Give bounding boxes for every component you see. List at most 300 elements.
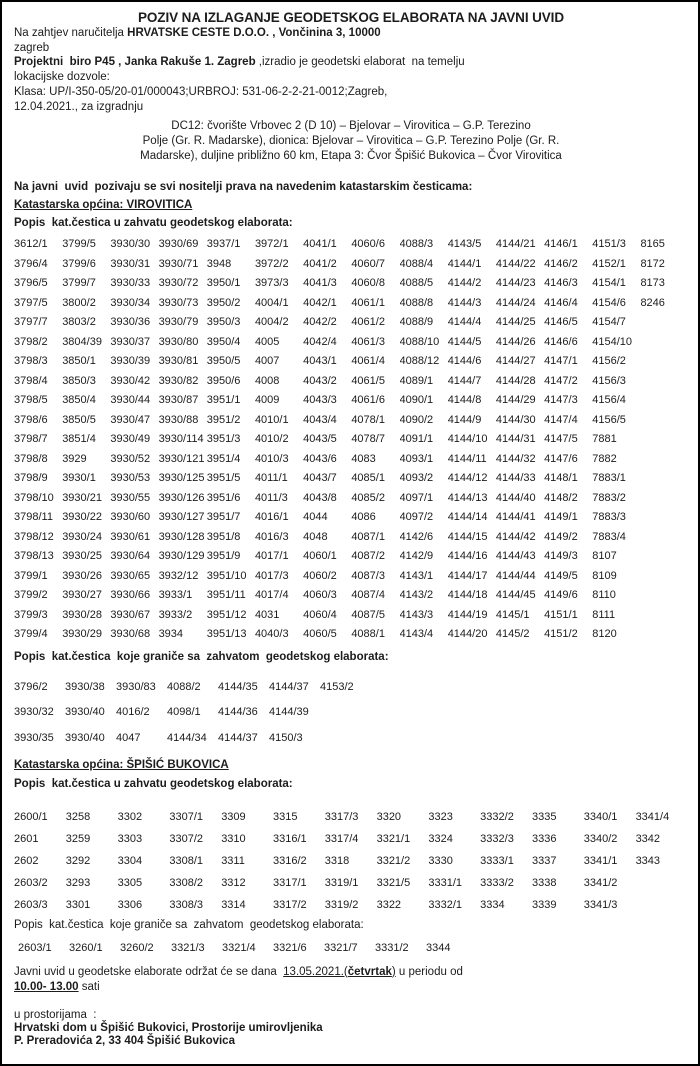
parcel-number: 4009 bbox=[254, 394, 280, 407]
parcel-number: 3307/1 bbox=[169, 810, 204, 823]
parcel-number: 4041/3 bbox=[303, 277, 337, 290]
parcel-row bbox=[14, 411, 688, 431]
parcel-number: 4144/22 bbox=[495, 257, 536, 270]
parcel-number: 3951/11 bbox=[206, 589, 246, 602]
parcel-number: 3930/36 bbox=[110, 316, 151, 329]
parcel-number: 4154/6 bbox=[592, 296, 626, 309]
schedule-paragraph bbox=[14, 965, 688, 995]
parcel-row bbox=[14, 352, 688, 372]
parcel-number: 4156/3 bbox=[592, 374, 626, 387]
parcel-number: 3292 bbox=[65, 854, 91, 867]
border-parcel-heading: Popis kat.čestica koje graniče sa zahvatom geodetskog elaborata: bbox=[14, 918, 364, 931]
parcel-number: 3308/3 bbox=[169, 898, 204, 911]
parcel-number: 3948 bbox=[206, 257, 232, 270]
parcel-row bbox=[14, 372, 688, 392]
parcel-number: 3930/34 bbox=[110, 296, 151, 309]
parcel-number: 4151/2 bbox=[544, 628, 578, 641]
parcel-number: 3340/2 bbox=[583, 832, 618, 845]
intro-line bbox=[14, 26, 688, 41]
parcel-row bbox=[14, 235, 688, 255]
parcel-number: 4078/7 bbox=[351, 433, 385, 446]
parcel-number: 4060/8 bbox=[351, 277, 385, 290]
parcel-number: 4088/5 bbox=[399, 277, 434, 290]
parcel-number: 3260/2 bbox=[120, 941, 154, 954]
parcel-number: 3302 bbox=[117, 810, 143, 823]
parcel-number: 4144/36 bbox=[218, 706, 258, 719]
parcel-number: 4144/24 bbox=[495, 296, 536, 309]
parcel-number: 3322 bbox=[376, 898, 402, 911]
parcel-number: 4041/2 bbox=[303, 257, 337, 270]
parcel-row bbox=[14, 894, 688, 916]
parcel-number: 3303 bbox=[117, 832, 143, 845]
parcel-number: 4086 bbox=[351, 511, 376, 524]
parcel-number: 4087/4 bbox=[351, 589, 385, 602]
parcel-number: 4144/40 bbox=[495, 491, 536, 504]
page-title: POZIV NA IZLAGANJE GEODETSKOG ELABORATA NA JAVNI UVID bbox=[138, 10, 564, 25]
parcel-number: 3930/125 bbox=[158, 472, 205, 485]
parcel-number: 3321/4 bbox=[222, 941, 256, 954]
parcel-number: 4041/1 bbox=[303, 238, 337, 251]
border-parcel-heading: Popis kat.čestica koje graniče sa zahvatom geodetskog elaborata: bbox=[14, 650, 389, 663]
parcel-number: 4144/37 bbox=[269, 680, 309, 693]
parcel-number: 4089/1 bbox=[399, 374, 434, 387]
parcel-number: 4088/12 bbox=[399, 355, 440, 368]
parcel-number: 3332/3 bbox=[480, 832, 514, 845]
parcel-number: 3798/4 bbox=[14, 374, 48, 387]
parcel-number: 3796/4 bbox=[14, 257, 48, 270]
parcel-number: 3930/87 bbox=[158, 394, 199, 407]
parcel-number: 8120 bbox=[592, 628, 617, 641]
parcel-number: 3337 bbox=[531, 854, 557, 867]
parcel-number: 3338 bbox=[531, 876, 557, 889]
parcel-number: 8246 bbox=[640, 296, 665, 309]
parcel-row bbox=[14, 333, 688, 353]
parcel-number: 3937/1 bbox=[206, 238, 241, 251]
border-parcel-table-virovitica bbox=[14, 675, 688, 752]
parcel-number: 4093/1 bbox=[399, 452, 434, 465]
location-intro: u prostorijama : bbox=[14, 1008, 97, 1021]
parcel-number: 3319/2 bbox=[324, 898, 359, 911]
parcel-number: 3930/33 bbox=[110, 277, 151, 290]
parcel-number: 3321/1 bbox=[376, 832, 411, 845]
parcel-number: 3799/7 bbox=[62, 277, 96, 290]
parcel-number: 4144/30 bbox=[495, 413, 536, 426]
parcel-number: 4144/27 bbox=[495, 355, 536, 368]
parcel-number: 2602 bbox=[14, 854, 39, 867]
parcel-number: 8173 bbox=[640, 277, 665, 290]
parcel-number: 3799/6 bbox=[62, 257, 96, 270]
parcel-number: 4048 bbox=[303, 530, 328, 543]
parcel-number: 4149/5 bbox=[544, 569, 578, 582]
parcel-number: 4010/3 bbox=[254, 452, 289, 465]
parcel-number: 4156/5 bbox=[592, 413, 626, 426]
parcel-number: 3950/1 bbox=[206, 277, 241, 290]
parcel-number: 3929 bbox=[62, 452, 87, 465]
parcel-number: 4088/4 bbox=[399, 257, 434, 270]
parcel-number: 7881 bbox=[592, 433, 617, 446]
parcel-row bbox=[14, 567, 688, 587]
parcel-table-virovitica bbox=[14, 235, 688, 645]
parcel-number: 3930/38 bbox=[65, 680, 105, 693]
parcel-number: 3930/126 bbox=[158, 491, 205, 504]
parcel-number: 4004/1 bbox=[254, 296, 289, 309]
parcel-number: 3930/24 bbox=[62, 530, 102, 543]
parcel-number: 4040/3 bbox=[254, 628, 289, 641]
parcel-number: 3798/8 bbox=[14, 452, 48, 465]
parcel-number: 4010/1 bbox=[254, 413, 289, 426]
parcel-number: 4146/6 bbox=[544, 335, 578, 348]
parcel-number: 3332/1 bbox=[428, 898, 463, 911]
parcel-row bbox=[14, 528, 688, 548]
parcel-number: 3930/53 bbox=[110, 472, 151, 485]
parcel-number: 4043/8 bbox=[303, 491, 337, 504]
parcel-number: 4144/15 bbox=[447, 530, 488, 543]
parcel-row bbox=[14, 294, 688, 314]
parcel-list-heading: Popis kat.čestica u zahvatu geodetskog elaborata: bbox=[14, 777, 293, 790]
parcel-number: 4149/1 bbox=[544, 511, 578, 524]
location-address: P. Preradovića 2, 33 404 Špišić Bukovica bbox=[14, 1035, 235, 1048]
schedule-weekday: četvrtak bbox=[347, 965, 392, 978]
parcel-number: 3930/55 bbox=[110, 491, 151, 504]
parcel-number: 4005 bbox=[254, 335, 280, 348]
parcel-number: 4093/2 bbox=[399, 472, 434, 485]
parcel-row bbox=[14, 850, 688, 872]
parcel-number: 4087/3 bbox=[351, 569, 385, 582]
parcel-number: 4144/32 bbox=[495, 452, 536, 465]
parcel-number: 3321/3 bbox=[171, 941, 205, 954]
parcel-row bbox=[14, 806, 688, 828]
parcel-number: 4087/5 bbox=[351, 608, 385, 621]
parcel-number: 4044 bbox=[303, 511, 328, 524]
parcel-number: 4147/2 bbox=[544, 374, 578, 387]
parcel-number: 3796/5 bbox=[14, 277, 48, 290]
intro-text: ,izradio je geodetski elaborat na temelju bbox=[255, 56, 465, 69]
parcel-number: 3930/35 bbox=[14, 731, 54, 744]
parcel-number: 4153/2 bbox=[320, 680, 354, 693]
parcel-number: 3317/4 bbox=[324, 832, 359, 845]
parcel-number: 4144/6 bbox=[447, 355, 482, 368]
schedule-text: Javni uvid u geodetske elaborate održat će se dana bbox=[14, 965, 284, 978]
location-venue: Hrvatski dom u Špišić Bukovici, Prostorije umirovljenika bbox=[14, 1021, 323, 1034]
parcel-number: 3324 bbox=[428, 832, 453, 845]
parcel-number: 8107 bbox=[592, 550, 617, 563]
parcel-number: 4011/1 bbox=[254, 472, 288, 485]
parcel-number: 3930/39 bbox=[110, 355, 151, 368]
municipality-heading-virovitica: Katastarska općina: VIROVITICA bbox=[14, 199, 193, 212]
parcel-number: 8109 bbox=[592, 569, 617, 582]
parcel-number: 4088/9 bbox=[399, 316, 434, 329]
parcel-number: 4142/9 bbox=[399, 550, 434, 563]
intro-paragraph bbox=[14, 26, 688, 114]
parcel-number: 4144/45 bbox=[495, 589, 536, 602]
parcel-number: 3342 bbox=[635, 832, 661, 845]
parcel-number: 4043/4 bbox=[303, 413, 337, 426]
parcel-number: 4091/1 bbox=[399, 433, 434, 446]
parcel-number: 3933/2 bbox=[158, 608, 193, 621]
parcel-number: 3798/12 bbox=[14, 530, 54, 543]
parcel-number: 3930/88 bbox=[158, 413, 199, 426]
parcel-number: 4144/2 bbox=[447, 277, 482, 290]
parcel-number: 3950/5 bbox=[206, 355, 241, 368]
parcel-number: 3930/121 bbox=[158, 452, 205, 465]
parcel-number: 4042/4 bbox=[303, 335, 337, 348]
parcel-number: 4154/10 bbox=[592, 335, 633, 348]
parcel-number: 3258 bbox=[65, 810, 91, 823]
parcel-number: 4061/3 bbox=[351, 335, 385, 348]
intro-line: 12.04.2021., za izgradnju bbox=[14, 100, 144, 113]
parcel-number: 4144/31 bbox=[495, 433, 536, 446]
parcel-number: 3798/11 bbox=[14, 511, 53, 524]
parcel-number: 8111 bbox=[592, 608, 616, 621]
parcel-number: 4147/1 bbox=[544, 355, 578, 368]
parcel-number: 4144/21 bbox=[495, 238, 536, 251]
parcel-number: 4143/1 bbox=[399, 569, 434, 582]
parcel-row bbox=[14, 469, 688, 489]
parcel-number: 3333/2 bbox=[480, 876, 514, 889]
parcel-number: 3799/5 bbox=[62, 238, 96, 251]
parcel-number: 3950/2 bbox=[206, 296, 241, 309]
parcel-number: 3930/82 bbox=[158, 374, 199, 387]
parcel-number: 4150/3 bbox=[269, 731, 303, 744]
intro-line: zagreb bbox=[14, 41, 50, 54]
parcel-number: 4144/18 bbox=[447, 589, 488, 602]
parcel-number: 4088/1 bbox=[351, 628, 385, 641]
parcel-number: 3334 bbox=[480, 898, 505, 911]
parcel-number: 4144/14 bbox=[447, 511, 488, 524]
parcel-number: 3799/4 bbox=[14, 628, 48, 641]
parcel-number: 3930/21 bbox=[62, 491, 102, 504]
parcel-number: 3930/66 bbox=[110, 589, 151, 602]
parcel-number: 4088/10 bbox=[399, 335, 440, 348]
parcel-number: 3804/39 bbox=[62, 335, 102, 348]
parcel-number: 4144/4 bbox=[447, 316, 482, 329]
parcel-number: 3341/2 bbox=[583, 876, 618, 889]
parcel-table-spisic-bukovica bbox=[14, 806, 688, 916]
parcel-number: 4148/1 bbox=[544, 472, 578, 485]
project-line: DC12: čvorište Vrbovec 2 (D 10) – Bjelovar – Virovitica – G.P. Terezino bbox=[171, 120, 531, 133]
parcel-number: 4143/2 bbox=[399, 589, 434, 602]
parcel-number: 3323 bbox=[428, 810, 453, 823]
parcel-number: 3950/3 bbox=[206, 316, 241, 329]
parcel-number: 3930/44 bbox=[110, 394, 151, 407]
parcel-number: 4060/1 bbox=[303, 550, 337, 563]
parcel-number: 4043/1 bbox=[303, 355, 337, 368]
parcel-number: 4144/37 bbox=[218, 731, 258, 744]
parcel-number: 4042/1 bbox=[303, 296, 337, 309]
parcel-row bbox=[14, 508, 688, 528]
parcel-number: 4144/13 bbox=[447, 491, 488, 504]
parcel-number: 4144/19 bbox=[447, 608, 488, 621]
parcel-number: 7883/2 bbox=[592, 491, 626, 504]
parcel-number: 3930/128 bbox=[158, 530, 205, 543]
parcel-number: 3293 bbox=[65, 876, 91, 889]
client-name: HRVATSKE CESTE D.O.O. , Vončinina 3, 10000 bbox=[127, 27, 381, 39]
parcel-number: 3800/2 bbox=[62, 296, 96, 309]
parcel-number: 2603/3 bbox=[14, 898, 48, 911]
parcel-number: 4088/3 bbox=[399, 238, 434, 251]
parcel-number: 3930/114 bbox=[158, 433, 204, 446]
parcel-number: 3333/1 bbox=[480, 854, 514, 867]
parcel-number: 4146/2 bbox=[544, 257, 578, 270]
parcel-number: 4061/5 bbox=[351, 374, 385, 387]
parcel-number: 3850/4 bbox=[62, 394, 96, 407]
parcel-number: 4151/1 bbox=[544, 608, 578, 621]
parcel-number: 4144/1 bbox=[447, 257, 482, 270]
parcel-number: 3850/1 bbox=[62, 355, 96, 368]
parcel-number: 4090/1 bbox=[399, 394, 434, 407]
parcel-number: 4146/5 bbox=[544, 316, 578, 329]
project-description bbox=[86, 119, 616, 164]
parcel-number: 4143/4 bbox=[399, 628, 434, 641]
parcel-number: 4146/3 bbox=[544, 277, 578, 290]
parcel-number: 4085/1 bbox=[351, 472, 385, 485]
parcel-row bbox=[14, 586, 688, 606]
parcel-number: 4011/3 bbox=[254, 491, 288, 504]
parcel-number: 4061/2 bbox=[351, 316, 385, 329]
parcel-number: 3301 bbox=[65, 898, 91, 911]
parcel-number: 4144/41 bbox=[495, 511, 536, 524]
parcel-number: 3951/1 bbox=[206, 394, 241, 407]
parcel-number: 3934 bbox=[158, 628, 184, 641]
parcel-number: 3950/6 bbox=[206, 374, 241, 387]
parcel-number: 4154/7 bbox=[592, 316, 626, 329]
parcel-number: 3930/127 bbox=[158, 511, 205, 524]
parcel-number: 3932/12 bbox=[158, 569, 199, 582]
parcel-number: 3930/30 bbox=[110, 238, 151, 251]
parcel-number: 4043/3 bbox=[303, 394, 337, 407]
parcel-number: 3798/7 bbox=[14, 433, 48, 446]
schedule-text: u periodu od bbox=[395, 965, 463, 978]
parcel-number: 3341/1 bbox=[583, 854, 618, 867]
schedule-date: 13.05.2021.( bbox=[283, 965, 348, 978]
intro-line bbox=[14, 55, 688, 70]
parcel-number: 3797/5 bbox=[14, 296, 48, 309]
parcel-number: 4144/29 bbox=[495, 394, 536, 407]
parcel-number: 3950/4 bbox=[206, 335, 241, 348]
parcel-number: 2601 bbox=[14, 832, 39, 845]
parcel-number: 3306 bbox=[117, 898, 143, 911]
parcel-number: 3930/65 bbox=[110, 569, 151, 582]
parcel-number: 4154/1 bbox=[592, 277, 626, 290]
parcel-number: 3799/3 bbox=[14, 608, 48, 621]
parcel-number: 4144/9 bbox=[447, 413, 482, 426]
parcel-number: 3930/129 bbox=[158, 550, 205, 563]
parcel-number: 4144/20 bbox=[447, 628, 488, 641]
parcel-number: 4156/4 bbox=[592, 394, 626, 407]
parcel-row bbox=[14, 700, 688, 726]
parcel-number: 4144/42 bbox=[495, 530, 536, 543]
parcel-number: 4144/39 bbox=[269, 706, 309, 719]
parcel-number: 4060/4 bbox=[303, 608, 337, 621]
parcel-number: 4144/17 bbox=[447, 569, 488, 582]
parcel-number: 4144/35 bbox=[218, 680, 258, 693]
parcel-number: 3317/1 bbox=[272, 876, 307, 889]
parcel-number: 4043/7 bbox=[303, 472, 337, 485]
parcel-number: 3930/83 bbox=[116, 680, 156, 693]
parcel-number: 4060/2 bbox=[303, 569, 337, 582]
parcel-row bbox=[14, 547, 688, 567]
parcel-number: 3972/2 bbox=[254, 257, 289, 270]
parcel-number: 4097/2 bbox=[399, 511, 434, 524]
parcel-number: 4060/5 bbox=[303, 628, 337, 641]
parcel-number: 4144/43 bbox=[495, 550, 536, 563]
surveyor-name: Projektni biro P45 , Janka Rakuše 1. Zagreb bbox=[14, 56, 256, 69]
parcel-number: 3930/81 bbox=[158, 355, 199, 368]
parcel-number: 3316/2 bbox=[272, 854, 307, 867]
parcel-number: 4147/6 bbox=[544, 452, 578, 465]
parcel-number: 3951/13 bbox=[206, 628, 247, 641]
parcel-number: 3972/1 bbox=[254, 238, 289, 251]
parcel-number: 4090/2 bbox=[399, 413, 434, 426]
parcel-number: 4151/3 bbox=[592, 238, 626, 251]
municipality-heading-spisic-bukovica: Katastarska općina: ŠPIŠIĆ BUKOVICA bbox=[14, 758, 229, 771]
parcel-number: 4152/1 bbox=[592, 257, 626, 270]
parcel-number: 4031 bbox=[254, 608, 280, 621]
parcel-number: 3930/71 bbox=[158, 257, 199, 270]
parcel-number: 4043/6 bbox=[303, 452, 337, 465]
parcel-number: 4017/3 bbox=[254, 569, 289, 582]
parcel-number: 3798/13 bbox=[14, 550, 54, 563]
parcel-row bbox=[14, 675, 688, 701]
parcel-number: 3798/5 bbox=[14, 394, 48, 407]
parcel-number: 3930/73 bbox=[158, 296, 199, 309]
parcel-number: 4144/3 bbox=[447, 296, 482, 309]
parcel-number: 3930/68 bbox=[110, 628, 151, 641]
parcel-number: 4149/3 bbox=[544, 550, 578, 563]
parcel-row bbox=[14, 391, 688, 411]
parcel-number: 3332/2 bbox=[480, 810, 514, 823]
parcel-number: 3930/47 bbox=[110, 413, 151, 426]
parcel-number: 3973/3 bbox=[254, 277, 289, 290]
parcel-number: 4087/1 bbox=[351, 530, 385, 543]
parcel-number: 3930/40 bbox=[65, 706, 105, 719]
parcel-number: 3930/69 bbox=[158, 238, 199, 251]
parcel-number: 4060/3 bbox=[303, 589, 337, 602]
parcel-number: 3930/40 bbox=[65, 731, 105, 744]
parcel-number: 3310 bbox=[221, 832, 246, 845]
parcel-number: 3318 bbox=[324, 854, 350, 867]
parcel-number: 4144/8 bbox=[447, 394, 482, 407]
parcel-number: 3319/1 bbox=[324, 876, 359, 889]
parcel-number: 3930/26 bbox=[62, 569, 102, 582]
parcel-number: 3930/42 bbox=[110, 374, 151, 387]
parcel-number: 4146/4 bbox=[544, 296, 578, 309]
parcel-number: 3850/3 bbox=[62, 374, 96, 387]
parcel-number: 3951/12 bbox=[206, 608, 247, 621]
parcel-number: 3796/2 bbox=[14, 680, 48, 693]
parcel-number: 3341/3 bbox=[583, 898, 618, 911]
parcel-number: 3344 bbox=[426, 941, 451, 954]
parcel-number: 3930/31 bbox=[110, 257, 151, 270]
parcel-number: 3312 bbox=[221, 876, 246, 889]
parcel-number: 3930/52 bbox=[110, 452, 151, 465]
parcel-number: 4143/3 bbox=[399, 608, 434, 621]
parcel-row bbox=[14, 274, 688, 294]
parcel-number: 3335 bbox=[531, 810, 557, 823]
parcel-number: 4144/12 bbox=[447, 472, 488, 485]
parcel-number: 3317/2 bbox=[272, 898, 307, 911]
parcel-number: 2600/1 bbox=[14, 810, 48, 823]
parcel-number: 4088/2 bbox=[167, 680, 201, 693]
invitation-statement: Na javni uvid pozivaju se svi nositelji prava na navedenim katastarskim česticama: bbox=[14, 181, 473, 194]
parcel-number: 3259 bbox=[65, 832, 91, 845]
parcel-number: 3930/79 bbox=[158, 316, 199, 329]
parcel-number: 3951/8 bbox=[206, 530, 241, 543]
parcel-number: 3612/1 bbox=[14, 238, 48, 251]
parcel-number: 3930/49 bbox=[110, 433, 151, 446]
parcel-number: 3331/2 bbox=[375, 941, 409, 954]
parcel-number: 7883/3 bbox=[592, 511, 626, 524]
